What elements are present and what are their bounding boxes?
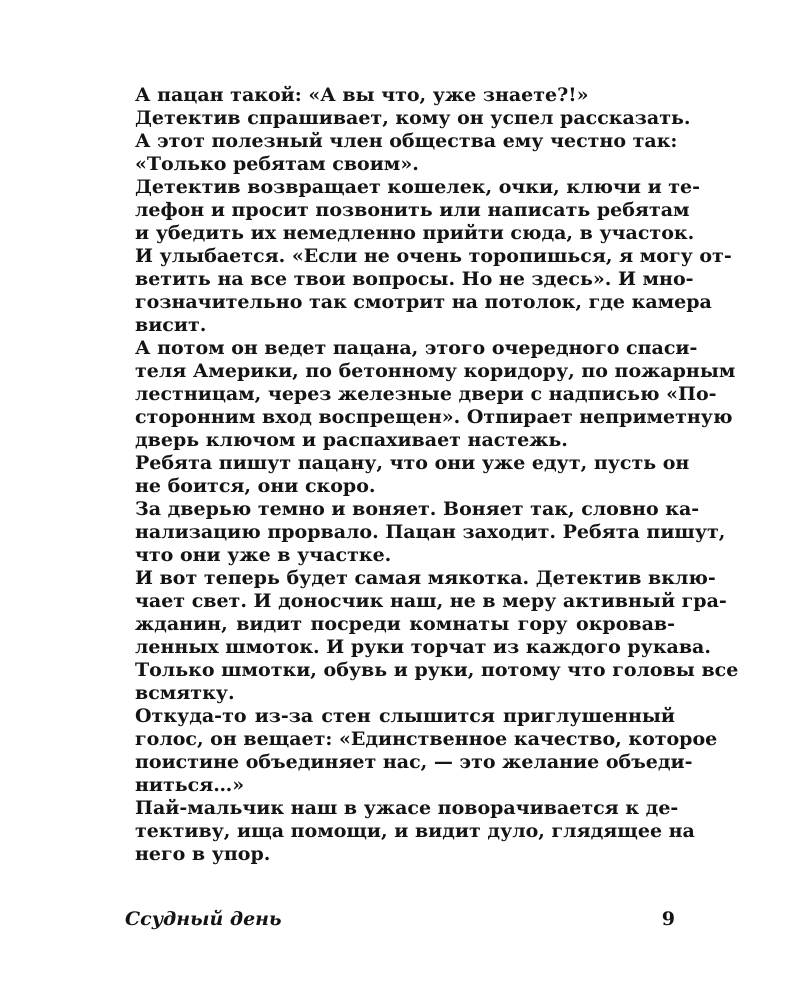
paragraph bbox=[125, 452, 690, 498]
paragraph bbox=[125, 176, 732, 337]
paragraph bbox=[125, 797, 695, 866]
text-line: тективу, ища помощи, и видит дуло, глядящее на bbox=[135, 820, 695, 842]
paragraph bbox=[125, 705, 718, 797]
text-line: дверь ключом и распахивает настежь. bbox=[135, 429, 568, 451]
paragraph bbox=[125, 130, 678, 176]
text-line: А пацан такой: «А вы что, уже знаете?!» bbox=[135, 84, 589, 106]
text-line: Откуда-то из-за стен слышится приглушенный bbox=[135, 705, 675, 727]
text-line: Только шмотки, обувь и руки, потому что головы все bbox=[135, 659, 739, 681]
text-line: ветить на все твои вопросы. Но не здесь». И мно- bbox=[135, 268, 694, 290]
text-line: жданин, видит посреди комнаты гору окровав- bbox=[135, 613, 675, 635]
paragraph bbox=[125, 567, 739, 705]
text-line: чает свет. И доносчик наш, не в меру активный гра- bbox=[135, 590, 727, 612]
text-line: И вот теперь будет самая мякотка. Детектив вклю- bbox=[135, 567, 716, 589]
text-line: А потом он ведет пацана, этого очередного спаси- bbox=[135, 337, 698, 359]
paragraph bbox=[125, 84, 675, 107]
text-line: лефон и просит позвонить или написать ребятам bbox=[135, 199, 690, 221]
text-line: поистине объединяет нас, — это желание объеди- bbox=[135, 751, 693, 773]
text-line: висит. bbox=[135, 314, 207, 336]
text-line: нализацию прорвало. Пацан заходит. Ребята пишут, bbox=[135, 521, 726, 543]
text-line: Ребята пишут пацану, что они уже едут, пусть он bbox=[135, 452, 690, 474]
text-line: И улыбается. «Если не очень торопишься, я могу от- bbox=[135, 245, 732, 267]
text-line: лестницам, через железные двери с надписью «По- bbox=[135, 383, 717, 405]
text-line: теля Америки, по бетонному коридору, по пожарным bbox=[135, 360, 736, 382]
text-line: А этот полезный член общества ему честно так: bbox=[135, 130, 678, 152]
text-line: голос, он вещает: «Единственное качество, которое bbox=[135, 728, 718, 750]
text-line: Пай-мальчик наш в ужасе поворачивается к де- bbox=[135, 797, 679, 819]
paragraph bbox=[125, 107, 691, 130]
text-line: ленных шмоток. И руки торчат из каждого рукава. bbox=[135, 636, 711, 658]
text-line: не боится, они скоро. bbox=[135, 475, 376, 497]
text-line: «Только ребятам своим». bbox=[135, 153, 419, 175]
running-title: Ссудный день bbox=[125, 907, 282, 930]
text-line: Детектив возвращает кошелек, очки, ключи и те- bbox=[135, 176, 701, 198]
body-text bbox=[125, 84, 739, 866]
text-line: Детектив спрашивает, кому он успел рассказать. bbox=[135, 107, 691, 129]
page-number: 9 bbox=[661, 907, 675, 930]
paragraph bbox=[125, 498, 726, 567]
text-line: него в упор. bbox=[135, 843, 271, 865]
text-line: ниться…» bbox=[135, 774, 245, 796]
page-footer bbox=[125, 904, 675, 934]
book-page bbox=[125, 84, 739, 930]
text-line: гозначительно так смотрит на потолок, где камера bbox=[135, 291, 712, 313]
text-line: За дверью темно и воняет. Воняет так, словно ка- bbox=[135, 498, 700, 520]
text-line: сторонним вход воспрещен». Отпирает неприметную bbox=[135, 406, 733, 428]
text-line: что они уже в участке. bbox=[135, 544, 392, 566]
text-line: всмятку. bbox=[135, 682, 235, 704]
paragraph bbox=[125, 337, 736, 452]
text-line: и убедить их немедленно прийти сюда, в участок. bbox=[135, 222, 695, 244]
